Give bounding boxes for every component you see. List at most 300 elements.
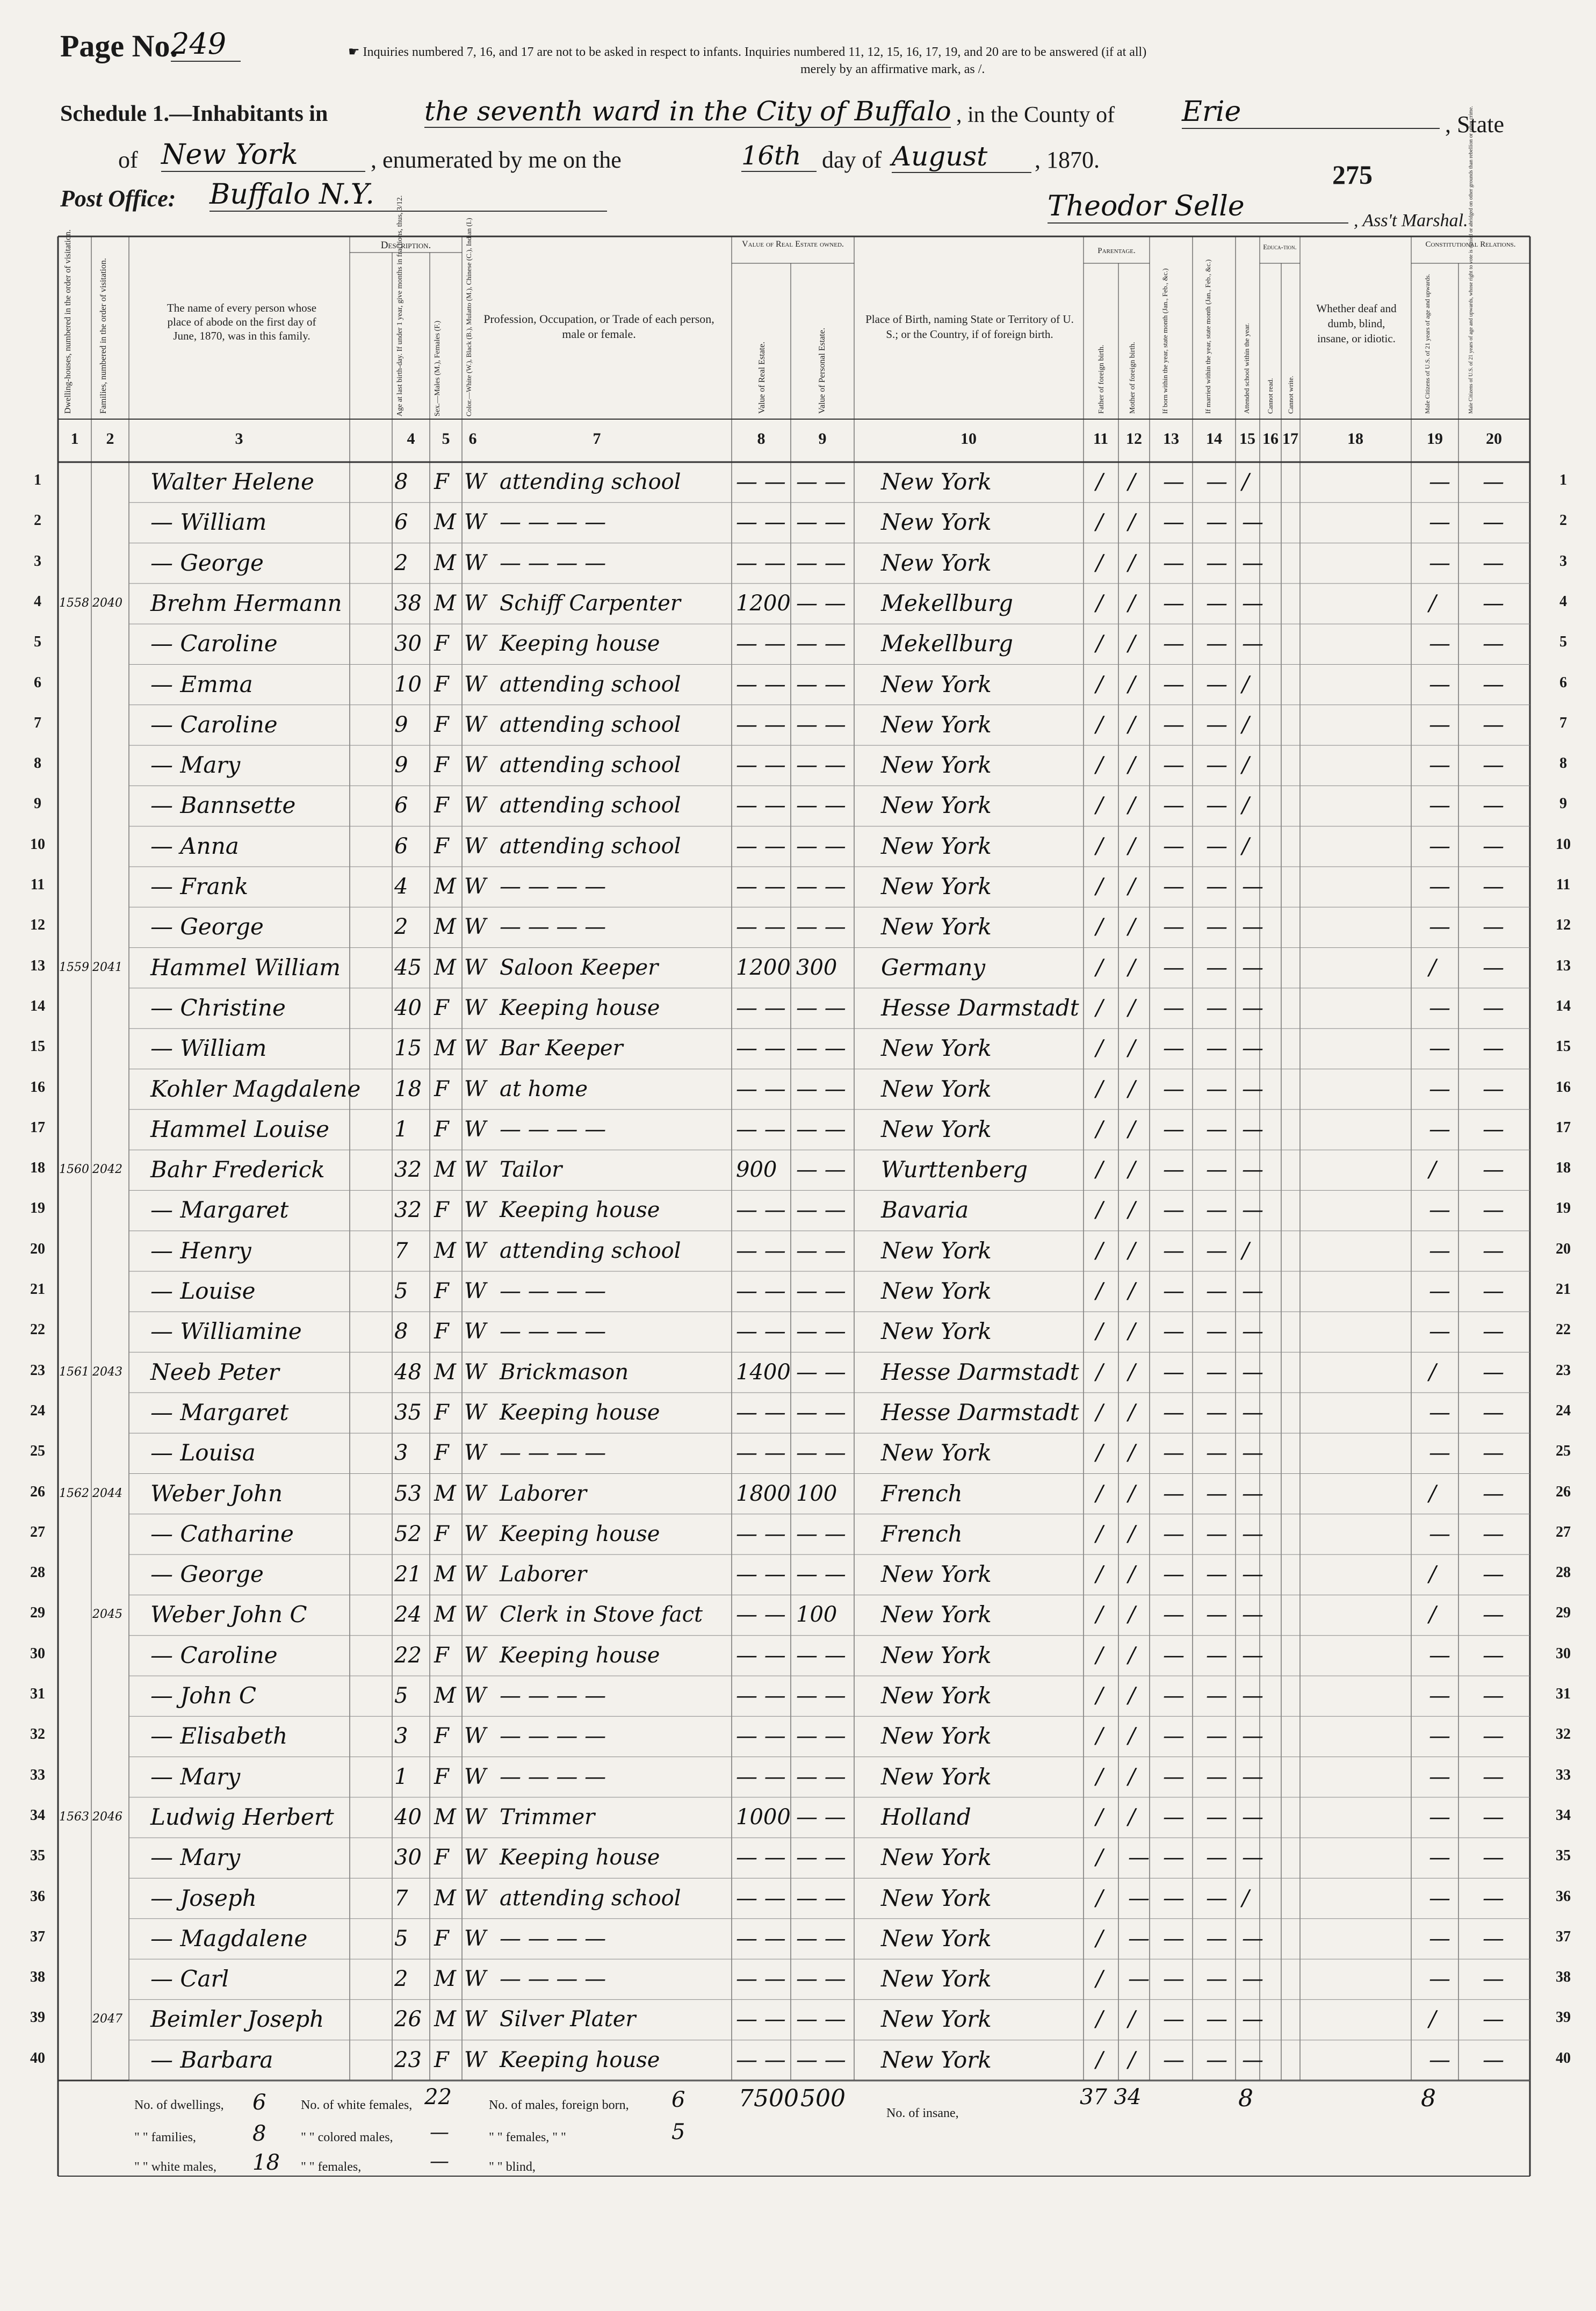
cell-name: Ludwig Herbert xyxy=(150,1803,334,1830)
footer-citizens-total: 8 xyxy=(1421,2085,1436,2112)
row-number-right: 18 xyxy=(1556,1160,1571,1177)
col1-header: Dwelling-houses, numbered in the order of visitation. xyxy=(63,229,73,414)
cell-c20: — xyxy=(1483,793,1504,818)
cell-re: — — xyxy=(736,1562,786,1587)
cell-color: W xyxy=(464,915,487,940)
county-value: Erie xyxy=(1182,96,1440,129)
cell-name: — Mary xyxy=(150,1763,241,1790)
cell-birth: Wurttenberg xyxy=(881,1156,1028,1183)
row-number-right: 17 xyxy=(1556,1119,1571,1136)
cell-age: 3 xyxy=(394,1724,408,1749)
cell-b13: — xyxy=(1163,793,1185,818)
column-number: 11 xyxy=(1093,430,1109,448)
cell-fa: / xyxy=(1096,1926,1103,1951)
cell-age: 18 xyxy=(394,1076,422,1101)
cell-name: — Margaret xyxy=(150,1399,289,1426)
cell-re: — — xyxy=(736,753,786,778)
cell-fa: / xyxy=(1096,915,1103,940)
cell-sch: / xyxy=(1242,672,1250,697)
cell-age: 5 xyxy=(394,1926,408,1951)
cell-c19: — xyxy=(1429,1198,1450,1223)
cell-birth: Hesse Darmstadt xyxy=(881,994,1079,1021)
cell-sch: — xyxy=(1242,955,1263,980)
row-number-right: 38 xyxy=(1556,1969,1571,1986)
cell-occ: Keeping house xyxy=(500,1643,660,1668)
cell-birth: Holland xyxy=(881,1803,971,1830)
cell-fa: / xyxy=(1096,1359,1103,1385)
cell-age: 52 xyxy=(394,1521,422,1546)
row-number-left: 27 xyxy=(30,1523,45,1540)
col11-header: Father of foreign birth. xyxy=(1097,344,1106,414)
column-number: 19 xyxy=(1427,430,1443,448)
cell-pe: — — xyxy=(796,1967,846,1992)
cell-b13: — xyxy=(1163,1441,1185,1466)
cell-c19: / xyxy=(1429,591,1436,616)
cell-age: 6 xyxy=(394,510,408,535)
cell-re: — — xyxy=(736,833,786,859)
cell-c20: — xyxy=(1483,1926,1504,1951)
cell-birth: New York xyxy=(881,711,992,738)
row-number-right: 31 xyxy=(1556,1686,1571,1702)
row-number-right: 39 xyxy=(1556,2009,1571,2026)
cell-c19: — xyxy=(1429,1117,1450,1142)
cell-b13: — xyxy=(1163,915,1185,940)
row-number-right: 13 xyxy=(1556,957,1571,974)
cell-color: W xyxy=(464,1724,487,1749)
cell-occ: attending school xyxy=(500,1885,681,1911)
cell-sch: — xyxy=(1242,550,1263,575)
column-number: 15 xyxy=(1239,430,1255,448)
cell-color: W xyxy=(464,1683,487,1708)
cell-pe: — — xyxy=(796,793,846,818)
cell-b14: — xyxy=(1206,591,1227,616)
cell-c19: — xyxy=(1429,1643,1450,1668)
cell-name: — Louisa xyxy=(150,1439,256,1466)
row-number-right: 5 xyxy=(1559,633,1567,651)
cell-pe: — — xyxy=(796,1845,846,1870)
cell-c19: / xyxy=(1429,1602,1436,1628)
footer-families-label: " " families, xyxy=(134,2130,196,2144)
row-number-right: 25 xyxy=(1556,1443,1571,1460)
cell-b13: — xyxy=(1163,1724,1185,1749)
cell-birth: New York xyxy=(881,1966,992,1992)
cell-occ: Trimmer xyxy=(500,1804,595,1830)
cell-re: 1000 xyxy=(736,1804,791,1830)
cell-fa: / xyxy=(1096,1198,1103,1223)
cell-name: — Anna xyxy=(150,832,239,859)
cell-sex: F xyxy=(434,2047,449,2072)
cell-fam: 2043 xyxy=(92,1365,122,1379)
cell-name: — George xyxy=(150,913,264,940)
column-number: 8 xyxy=(757,430,765,448)
cell-b13: — xyxy=(1163,1967,1185,1992)
state-label: , State xyxy=(1445,111,1504,138)
cell-color: W xyxy=(464,1036,487,1061)
cell-name: — Caroline xyxy=(150,630,278,657)
cell-sex: F xyxy=(434,793,449,818)
cell-occ: — — — — xyxy=(500,1926,606,1951)
cell-age: 1 xyxy=(394,1764,408,1789)
col5-header: Sex.—Males (M.), Females (F.) xyxy=(434,320,442,416)
row-number-left: 18 xyxy=(30,1160,45,1177)
row-number-left: 25 xyxy=(30,1443,45,1460)
cell-name: — Elisabeth xyxy=(150,1723,288,1750)
cell-age: 22 xyxy=(394,1643,422,1668)
cell-age: 32 xyxy=(394,1157,422,1183)
row-number-left: 3 xyxy=(34,552,41,570)
cell-occ: Brickmason xyxy=(500,1359,629,1385)
cell-birth: New York xyxy=(881,509,992,536)
cell-sch: / xyxy=(1242,712,1250,737)
cell-fa: / xyxy=(1096,1885,1103,1911)
cell-b14: — xyxy=(1206,1400,1227,1425)
cell-c20: — xyxy=(1483,1157,1504,1183)
cell-birth: New York xyxy=(881,1723,992,1750)
cell-age: 5 xyxy=(394,1683,408,1708)
cell-mo: / xyxy=(1128,470,1136,494)
col20-header: Male Citizens of U.S. of 21 years of age and upwards, whose right to vote is denied or abridged on other grounds than rebellion or other crime. xyxy=(1468,106,1474,414)
year-label: , 1870. xyxy=(1035,147,1100,173)
cell-c20: — xyxy=(1483,1198,1504,1223)
cell-sch: — xyxy=(1242,1683,1263,1708)
cell-c20: — xyxy=(1483,1724,1504,1749)
cell-c20: — xyxy=(1483,550,1504,575)
row-number-left: 2 xyxy=(34,512,41,529)
cell-c19: / xyxy=(1429,1481,1436,1506)
row-number-left: 19 xyxy=(30,1200,45,1217)
cell-c19: — xyxy=(1429,631,1450,657)
cell-color: W xyxy=(464,1319,487,1344)
cell-re: — — xyxy=(736,1724,786,1749)
cell-fa: / xyxy=(1096,591,1103,616)
cell-mo: / xyxy=(1128,550,1136,575)
cell-name: — William xyxy=(150,1035,267,1062)
cell-sch: — xyxy=(1242,874,1263,899)
marshal-signature: Theodor Selle xyxy=(1048,190,1348,224)
cell-name: Neeb Peter xyxy=(150,1358,279,1385)
cell-mo: — xyxy=(1128,1926,1150,1951)
cell-pe: — — xyxy=(796,1198,846,1223)
cell-re: 1400 xyxy=(736,1359,791,1385)
cell-b14: — xyxy=(1206,510,1227,535)
cell-occ: attending school xyxy=(500,712,681,737)
cell-mo: / xyxy=(1128,2047,1136,2072)
cell-c20: — xyxy=(1483,510,1504,535)
cell-b13: — xyxy=(1163,1238,1185,1263)
cell-fa: / xyxy=(1096,470,1103,494)
cell-fam: 2045 xyxy=(92,1608,122,1622)
cell-b14: — xyxy=(1206,1198,1227,1223)
cell-b13: — xyxy=(1163,1279,1185,1304)
cell-name: — Catharine xyxy=(150,1520,294,1547)
cell-pe: — — xyxy=(796,1076,846,1101)
cell-b14: — xyxy=(1206,874,1227,899)
cell-b14: — xyxy=(1206,1562,1227,1587)
cell-b14: — xyxy=(1206,1359,1227,1385)
cell-b13: — xyxy=(1163,1319,1185,1344)
cell-b13: — xyxy=(1163,1562,1185,1587)
cell-color: W xyxy=(464,1562,487,1587)
footer-personal-estate-total: 500 xyxy=(800,2085,846,2112)
cell-c20: — xyxy=(1483,1400,1504,1425)
cell-b13: — xyxy=(1163,1764,1185,1789)
cell-sch: — xyxy=(1242,1562,1263,1587)
cell-c20: — xyxy=(1483,1076,1504,1101)
footer-colored-males-label: " " colored males, xyxy=(301,2130,393,2144)
cell-birth: New York xyxy=(881,1925,992,1952)
col12-header: Mother of foreign birth. xyxy=(1129,342,1137,414)
footer-dwellings-label: No. of dwellings, xyxy=(134,2098,224,2112)
cell-c19: — xyxy=(1429,550,1450,575)
cell-name: Hammel William xyxy=(150,954,341,981)
cell-sex: F xyxy=(434,1521,449,1546)
cell-b13: — xyxy=(1163,1885,1185,1911)
cell-c20: — xyxy=(1483,955,1504,980)
footer-white-males-value: 18 xyxy=(252,2150,280,2175)
cell-pe: — — xyxy=(796,672,846,697)
column-number: 13 xyxy=(1163,430,1179,448)
marshal-label: , Ass't Marshal. xyxy=(1354,211,1468,231)
cell-occ: Keeping house xyxy=(500,995,660,1020)
row-number-left: 28 xyxy=(30,1564,45,1581)
cell-b14: — xyxy=(1206,1804,1227,1830)
col19-header: Male Citizens of U.S. of 21 years of age and upwards. xyxy=(1424,273,1431,414)
cell-re: — — xyxy=(736,1967,786,1992)
cell-occ: — — — — xyxy=(500,1967,606,1992)
cell-fa: / xyxy=(1096,1279,1103,1304)
cell-c20: — xyxy=(1483,1117,1504,1142)
cell-re: — — xyxy=(736,1036,786,1061)
column-number: 18 xyxy=(1347,430,1363,448)
cell-c19: — xyxy=(1429,1967,1450,1992)
cell-name: — Caroline xyxy=(150,711,278,738)
cell-pe: — — xyxy=(796,1319,846,1344)
row-number-right: 15 xyxy=(1556,1038,1571,1055)
row-number-right: 3 xyxy=(1559,552,1567,570)
cell-occ: attending school xyxy=(500,1238,681,1263)
cell-name: — Carl xyxy=(150,1966,229,1992)
col7-header: Profession, Occupation, or Trade of each person, male or female. xyxy=(483,312,714,341)
cell-sch: — xyxy=(1242,1319,1263,1344)
cell-fa: / xyxy=(1096,1804,1103,1830)
row-number-right: 1 xyxy=(1559,472,1567,488)
education-header: Educa-tion. xyxy=(1263,243,1297,251)
cell-c19: — xyxy=(1429,1683,1450,1708)
cell-birth: New York xyxy=(881,1278,992,1304)
cell-sch: — xyxy=(1242,1076,1263,1101)
cell-dw: 1558 xyxy=(59,596,89,610)
cell-c19: — xyxy=(1429,1926,1450,1951)
cell-b13: — xyxy=(1163,2007,1185,2032)
cell-re: 1200 xyxy=(736,955,791,980)
cell-fa: / xyxy=(1096,550,1103,575)
cell-age: 24 xyxy=(394,1602,422,1628)
cell-c20: — xyxy=(1483,1562,1504,1587)
cell-pe: — — xyxy=(796,1804,846,1830)
cell-re: 900 xyxy=(736,1157,777,1183)
cell-fa: / xyxy=(1096,1157,1103,1183)
cell-pe: — — xyxy=(796,2007,846,2032)
col14-header: If married within the year, state month (Jan., Feb., &c.) xyxy=(1204,259,1212,414)
cell-age: 3 xyxy=(394,1441,408,1466)
cell-occ: Keeping house xyxy=(500,2047,660,2072)
cell-sch: — xyxy=(1242,1602,1263,1628)
cell-sch: — xyxy=(1242,1724,1263,1749)
cell-mo: / xyxy=(1128,1724,1136,1749)
cell-c19: — xyxy=(1429,1076,1450,1101)
cell-re: — — xyxy=(736,1238,786,1263)
col17-header: Cannot write. xyxy=(1287,376,1295,414)
cell-re: — — xyxy=(736,793,786,818)
cell-age: 45 xyxy=(394,955,422,980)
cell-pe: — — xyxy=(796,1400,846,1425)
cell-birth: New York xyxy=(881,1439,992,1466)
cell-mo: — xyxy=(1128,1967,1150,1992)
footer-school-total: 8 xyxy=(1238,2085,1253,2112)
cell-occ: Clerk in Stove fact xyxy=(500,1602,703,1628)
cell-sex: F xyxy=(434,753,449,778)
row-number-left: 32 xyxy=(30,1726,45,1743)
cell-sch: — xyxy=(1242,1926,1263,1951)
col18-header: Whether deaf and dumb, blind, insane, or idiotic. xyxy=(1316,302,1397,345)
cell-fa: / xyxy=(1096,1481,1103,1506)
cell-c20: — xyxy=(1483,1845,1504,1870)
cell-re: — — xyxy=(736,874,786,899)
col6-header: Color.—White (W.), Black (B.), Mulatto (M.), Chinese (C.), Indian (I.) xyxy=(465,218,473,416)
cell-occ: attending school xyxy=(500,833,681,859)
footer-females-label: " " females, xyxy=(301,2160,362,2174)
cell-sch: — xyxy=(1242,1804,1263,1830)
cell-age: 35 xyxy=(394,1400,422,1425)
cell-sex: M xyxy=(434,1036,456,1061)
cell-age: 8 xyxy=(394,470,408,494)
cell-pe: — — xyxy=(796,470,846,494)
cell-c20: — xyxy=(1483,1764,1504,1789)
cell-color: W xyxy=(464,1845,487,1870)
column-number: 5 xyxy=(442,430,450,448)
cell-birth: New York xyxy=(881,671,992,697)
cell-name: — William xyxy=(150,509,267,536)
cell-birth: New York xyxy=(881,1884,992,1911)
column-number: 12 xyxy=(1126,430,1142,448)
cell-sex: F xyxy=(434,1198,449,1223)
cell-birth: Mekellburg xyxy=(881,630,1013,657)
cell-sch: — xyxy=(1242,1036,1263,1061)
cell-b13: — xyxy=(1163,1198,1185,1223)
cell-color: W xyxy=(464,833,487,859)
cell-pe: — — xyxy=(796,550,846,575)
cell-mo: / xyxy=(1128,510,1136,535)
cell-re: — — xyxy=(736,1521,786,1546)
row-number-left: 33 xyxy=(30,1766,45,1783)
cell-fa: / xyxy=(1096,2047,1103,2072)
cell-age: 7 xyxy=(394,1238,408,1263)
cell-sex: F xyxy=(434,1764,449,1789)
value-group-header: Value of Real Estate owned. xyxy=(742,240,844,249)
cell-name: — Caroline xyxy=(150,1642,278,1668)
cell-re: — — xyxy=(736,550,786,575)
cell-occ: — — — — xyxy=(500,510,606,535)
cell-color: W xyxy=(464,1643,487,1668)
row-number-right: 26 xyxy=(1556,1483,1571,1500)
cell-re: — — xyxy=(736,915,786,940)
cell-color: W xyxy=(464,550,487,575)
cell-sch: — xyxy=(1242,1764,1263,1789)
cell-pe: — — xyxy=(796,1441,846,1466)
row-number-right: 36 xyxy=(1556,1888,1571,1905)
cell-dw: 1560 xyxy=(59,1163,89,1177)
cell-fa: / xyxy=(1096,955,1103,980)
cell-age: 5 xyxy=(394,1279,408,1304)
cell-age: 23 xyxy=(394,2047,422,2072)
cell-birth: Hesse Darmstadt xyxy=(881,1358,1079,1385)
cell-color: W xyxy=(464,1157,487,1183)
cell-c20: — xyxy=(1483,631,1504,657)
cell-occ: Keeping house xyxy=(500,1845,660,1870)
col2-header: Families, numbered in the order of visitation. xyxy=(99,258,108,414)
cell-sex: M xyxy=(434,591,456,616)
cell-pe: — — xyxy=(796,915,846,940)
column-number: 14 xyxy=(1206,430,1222,448)
cell-c20: — xyxy=(1483,1602,1504,1628)
cell-birth: French xyxy=(881,1520,963,1547)
cell-b13: — xyxy=(1163,1400,1185,1425)
cell-b13: — xyxy=(1163,2047,1185,2072)
cell-mo: / xyxy=(1128,995,1136,1020)
cell-age: 1 xyxy=(394,1117,408,1142)
cell-color: W xyxy=(464,631,487,657)
cell-mo: / xyxy=(1128,1036,1136,1061)
description-header: Description. xyxy=(380,240,431,251)
parentage-header: Parentage. xyxy=(1097,247,1136,255)
cell-name: Walter Helene xyxy=(150,469,314,495)
cell-birth: Germany xyxy=(881,954,986,981)
cell-sex: F xyxy=(434,1400,449,1425)
cell-re: — — xyxy=(736,712,786,737)
cell-mo: / xyxy=(1128,1319,1136,1344)
row-number-left: 4 xyxy=(34,593,41,610)
cell-color: W xyxy=(464,672,487,697)
cell-c20: — xyxy=(1483,1683,1504,1708)
cell-c20: — xyxy=(1483,470,1504,494)
cell-sex: F xyxy=(434,1926,449,1951)
cell-re: — — xyxy=(736,1441,786,1466)
cell-dw: 1563 xyxy=(59,1810,89,1824)
cell-birth: New York xyxy=(881,1682,992,1709)
cell-sex: F xyxy=(434,1845,449,1870)
cell-sch: — xyxy=(1242,1279,1263,1304)
cell-age: 9 xyxy=(394,753,408,778)
cell-c19: — xyxy=(1429,672,1450,697)
cell-fa: / xyxy=(1096,793,1103,818)
row-number-left: 20 xyxy=(30,1240,45,1257)
column-number: 4 xyxy=(407,430,415,448)
cell-c19: — xyxy=(1429,2047,1450,2072)
cell-b13: — xyxy=(1163,1602,1185,1628)
cell-re: — — xyxy=(736,2007,786,2032)
cell-c19: / xyxy=(1429,1157,1436,1183)
cell-pe: — — xyxy=(796,1764,846,1789)
cell-birth: New York xyxy=(881,1561,992,1588)
day-value: 16th xyxy=(741,141,817,172)
cell-sex: F xyxy=(434,1319,449,1344)
cell-color: W xyxy=(464,1764,487,1789)
cell-re: — — xyxy=(736,1885,786,1911)
enumerated-label: , enumerated by me on the xyxy=(371,147,622,173)
cell-b13: — xyxy=(1163,1076,1185,1101)
cell-fa: / xyxy=(1096,672,1103,697)
cell-b14: — xyxy=(1206,995,1227,1020)
